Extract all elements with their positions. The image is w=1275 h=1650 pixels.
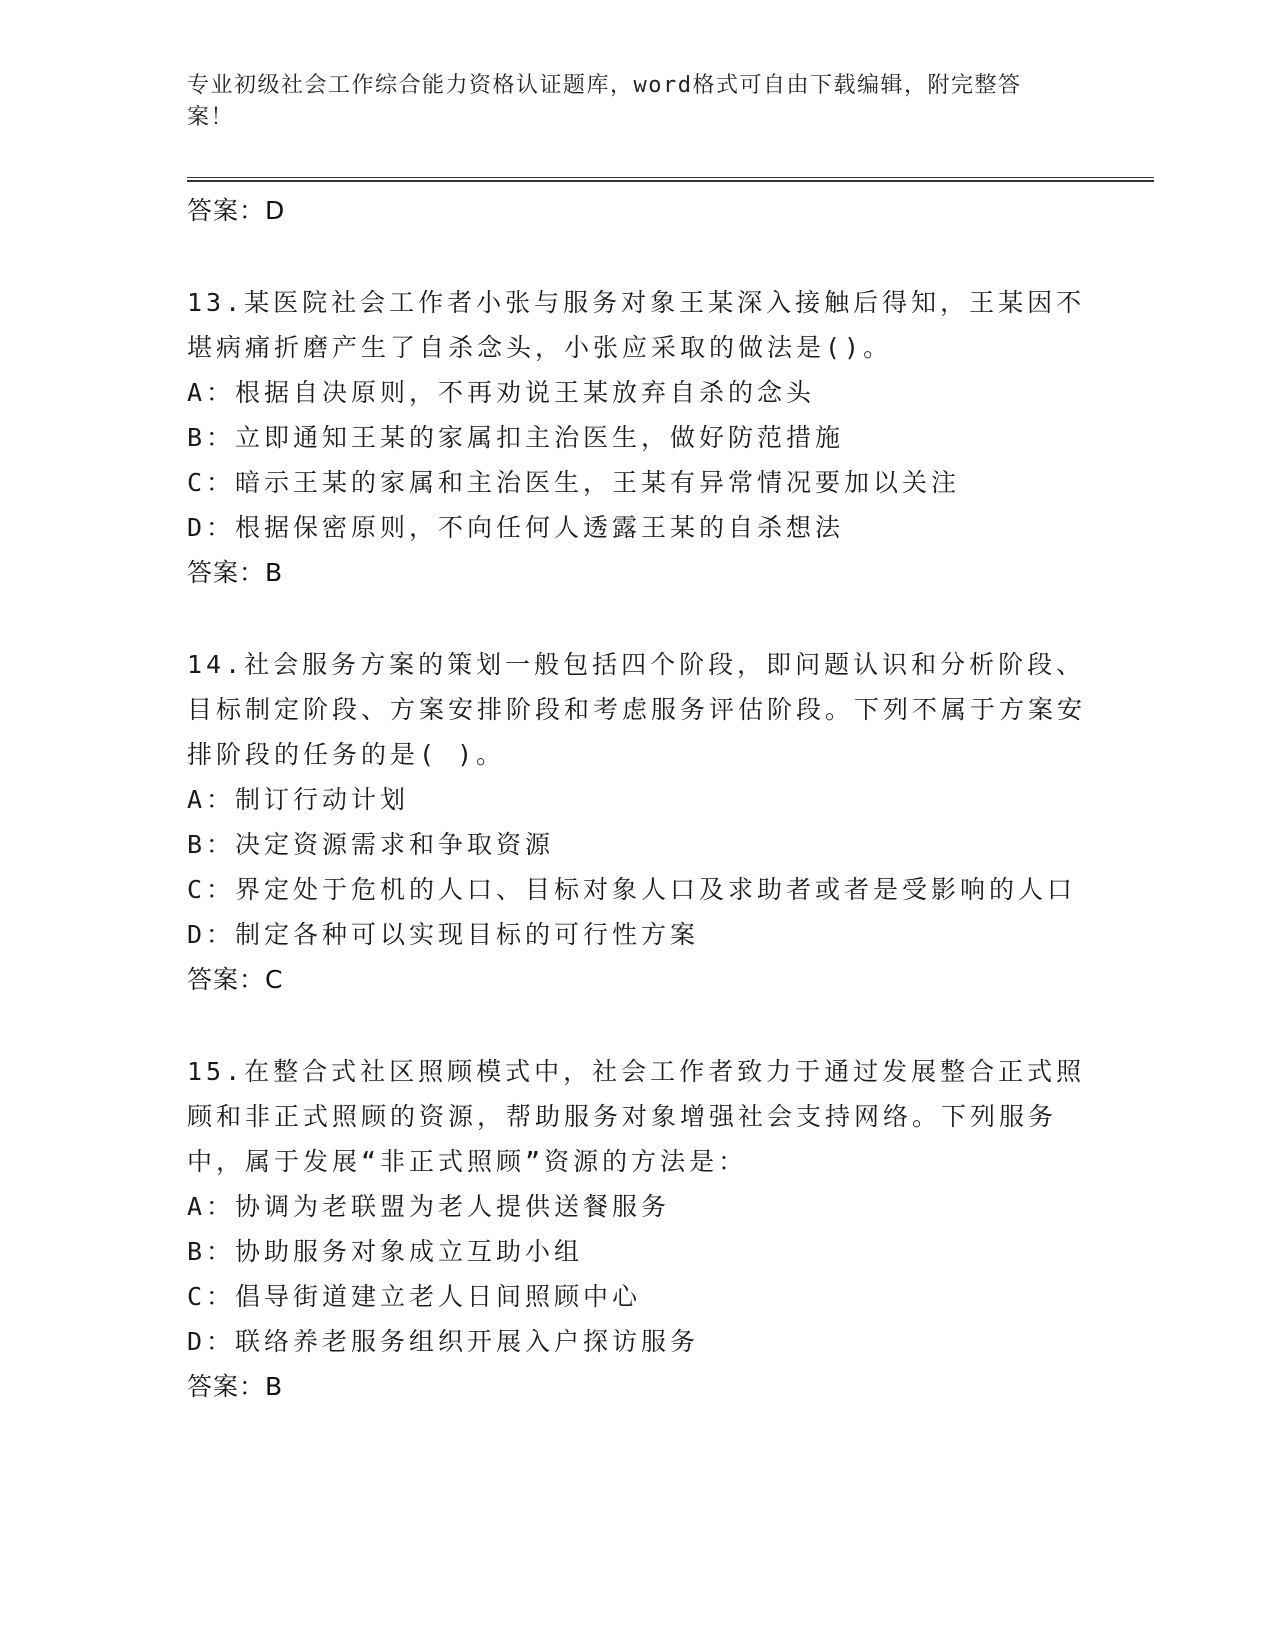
option-d: D：制定各种可以实现目标的可行性方案 (187, 920, 700, 949)
option-b: B：协助服务对象成立互助小组 (187, 1237, 584, 1266)
question-14 (187, 642, 1087, 1003)
question-answer: 答案：C (187, 965, 284, 994)
question-stem: 13.某医院社会工作者小张与服务对象王某深入接触后得知，王某因不堪病痛折磨产生了自杀念头，小张应采取的做法是()。 (187, 288, 1086, 362)
document-header-note: 专业初级社会工作综合能力资格认证题库，word格式可自由下载编辑，附完整答案！ (187, 73, 1022, 130)
header-divider (187, 177, 1154, 182)
question-stem: 14.社会服务方案的策划一般包括四个阶段，即问题认识和分析阶段、目标制定阶段、方案安排阶段和考虑服务评估阶段。下列不属于方案安排阶段的任务的是( )。 (187, 650, 1087, 769)
option-c: C：界定处于危机的人口、目标对象人口及求助者或者是受影响的人口 (187, 875, 1077, 904)
option-d: D：联络养老服务组织开展入户探访服务 (187, 1327, 700, 1356)
option-c: C：暗示王某的家属和主治医生，王某有异常情况要加以关注 (187, 468, 961, 497)
option-a: A：根据自决原则，不再劝说王某放弃自杀的念头 (187, 378, 816, 407)
question-13 (187, 280, 1087, 596)
option-a: A：制订行动计划 (187, 785, 410, 814)
question-answer: 答案：B (187, 1372, 284, 1401)
option-d: D：根据保密原则，不向任何人透露王某的自杀想法 (187, 513, 845, 542)
question-stem: 15.在整合式社区照顾模式中，社会工作者致力于通过发展整合正式照顾和非正式照顾的资源，帮助服务对象增强社会支持网络。下列服务中，属于发展“非正式照顾”资源的方法是： (187, 1057, 1086, 1176)
option-c: C：倡导街道建立老人日间照顾中心 (187, 1282, 642, 1311)
document-body (187, 188, 1087, 1410)
option-a: A：协调为老联盟为老人提供送餐服务 (187, 1192, 671, 1221)
question-answer: 答案：B (187, 558, 284, 587)
option-b: B：决定资源需求和争取资源 (187, 830, 555, 859)
previous-answer: 答案：D (187, 196, 286, 225)
option-b: B：立即通知王某的家属扣主治医生，做好防范措施 (187, 423, 845, 452)
question-15 (187, 1049, 1087, 1410)
